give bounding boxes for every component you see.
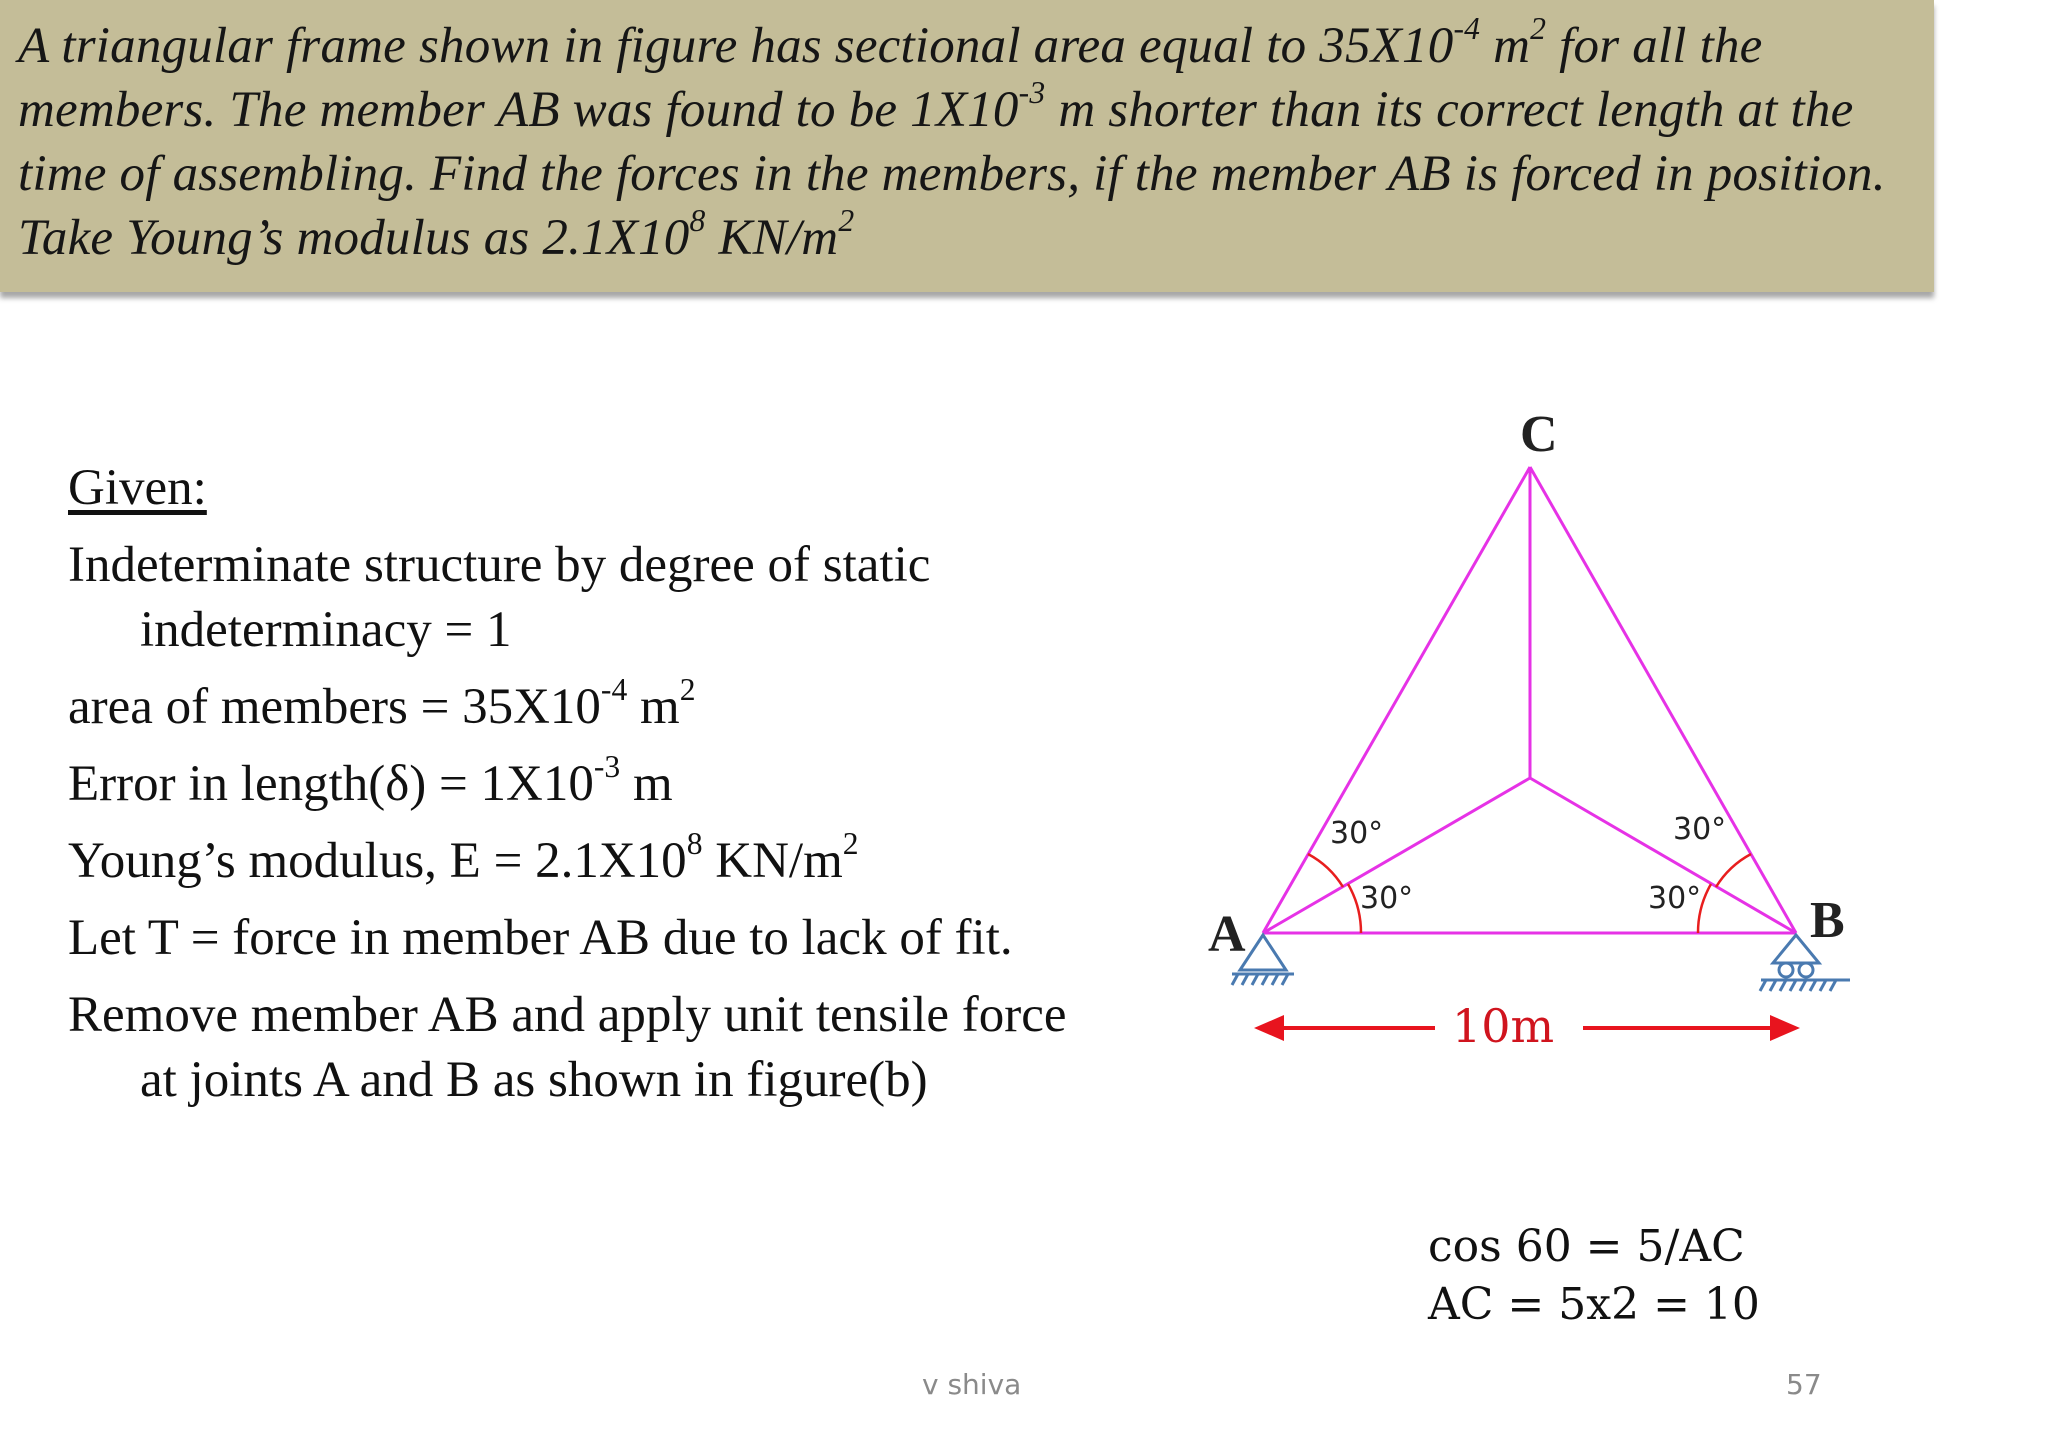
- angle-label-a-upper: 30°: [1330, 816, 1384, 851]
- angle-label-b-upper: 30°: [1673, 812, 1727, 847]
- given-section: [68, 450, 1148, 1119]
- given-line-4b: KN/m: [702, 833, 843, 889]
- span-dimension: [1254, 999, 1800, 1053]
- calc-line-1: cos 60 = 5/AC: [1428, 1221, 1745, 1272]
- problem-text-2: m: [1480, 18, 1531, 74]
- given-line-6: Remove member AB and apply unit tensile force: [68, 987, 1067, 1043]
- given-line-3a: Error in length(δ) = 1X10: [68, 756, 594, 812]
- problem-exp-1: -4: [1453, 11, 1481, 47]
- angle-arc-b-upper: [1716, 854, 1751, 887]
- given-line-area: [68, 669, 1148, 746]
- calc-note: [1428, 1218, 1760, 1334]
- dimension-arrow-right: [1770, 1015, 1800, 1041]
- given-heading: Given:: [68, 460, 207, 516]
- given-line-2-exp: -4: [600, 672, 628, 708]
- given-line-force: [68, 900, 1148, 977]
- problem-text-3: for all the members. The member AB was found to be 1X10: [18, 18, 1763, 138]
- joint-label-b: B: [1810, 892, 1845, 949]
- given-line-4-exp2: 2: [842, 826, 859, 862]
- problem-statement: [18, 11, 1928, 270]
- given-line-5: Let T = force in member AB due to lack of fit.: [68, 910, 1013, 966]
- angle-arc-a-upper: [1308, 854, 1343, 887]
- problem-text-4: m shorter than its correct length at the time of assembling. Find the forces in the members, if the member AB is forced in position. Take Young’s modulus as 2.1X10: [18, 82, 1886, 266]
- problem-text-5: KN/m: [705, 210, 839, 266]
- angle-label-a-lower: 30°: [1360, 881, 1414, 916]
- footer-author: v shiva: [922, 1368, 1022, 1401]
- given-line-4-exp: 8: [686, 826, 703, 862]
- given-line-6b: at joints A and B as shown in figure(b): [140, 1052, 928, 1108]
- span-label: 10m: [1452, 999, 1555, 1053]
- given-line-2a: area of members = 35X10: [68, 679, 601, 735]
- problem-exp-4: 8: [689, 203, 706, 239]
- given-line-4a: Young’s modulus, E = 2.1X10: [68, 833, 687, 889]
- given-line-error: [68, 746, 1148, 823]
- dimension-arrow-left: [1254, 1015, 1284, 1041]
- member-ac: [1263, 467, 1530, 933]
- given-line-youngs: [68, 823, 1148, 900]
- given-line-2-exp2: 2: [679, 672, 696, 708]
- problem-exp-3: -3: [1018, 75, 1046, 111]
- given-line-3b: m: [620, 756, 673, 812]
- angle-label-b-lower: 30°: [1648, 881, 1702, 916]
- problem-exp-2: 2: [1530, 11, 1547, 47]
- truss-members: [1263, 467, 1796, 933]
- truss-figure: [1190, 395, 1870, 1075]
- given-line-1b: indeterminacy = 1: [140, 602, 512, 658]
- problem-text-1: A triangular frame shown in figure has sectional area equal to 35X10: [18, 18, 1454, 74]
- problem-exp-5: 2: [838, 203, 855, 239]
- member-bc: [1530, 467, 1796, 933]
- page-number: 57: [1786, 1368, 1822, 1401]
- joint-label-a: A: [1208, 906, 1246, 963]
- joint-label-c: C: [1520, 406, 1558, 463]
- given-line-2b: m: [627, 679, 680, 735]
- given-line-3-exp: -3: [593, 749, 621, 785]
- given-line-1: Indeterminate structure by degree of static: [68, 537, 931, 593]
- calc-line-2: AC = 5x2 = 10: [1428, 1279, 1760, 1330]
- problem-banner: [0, 0, 1934, 292]
